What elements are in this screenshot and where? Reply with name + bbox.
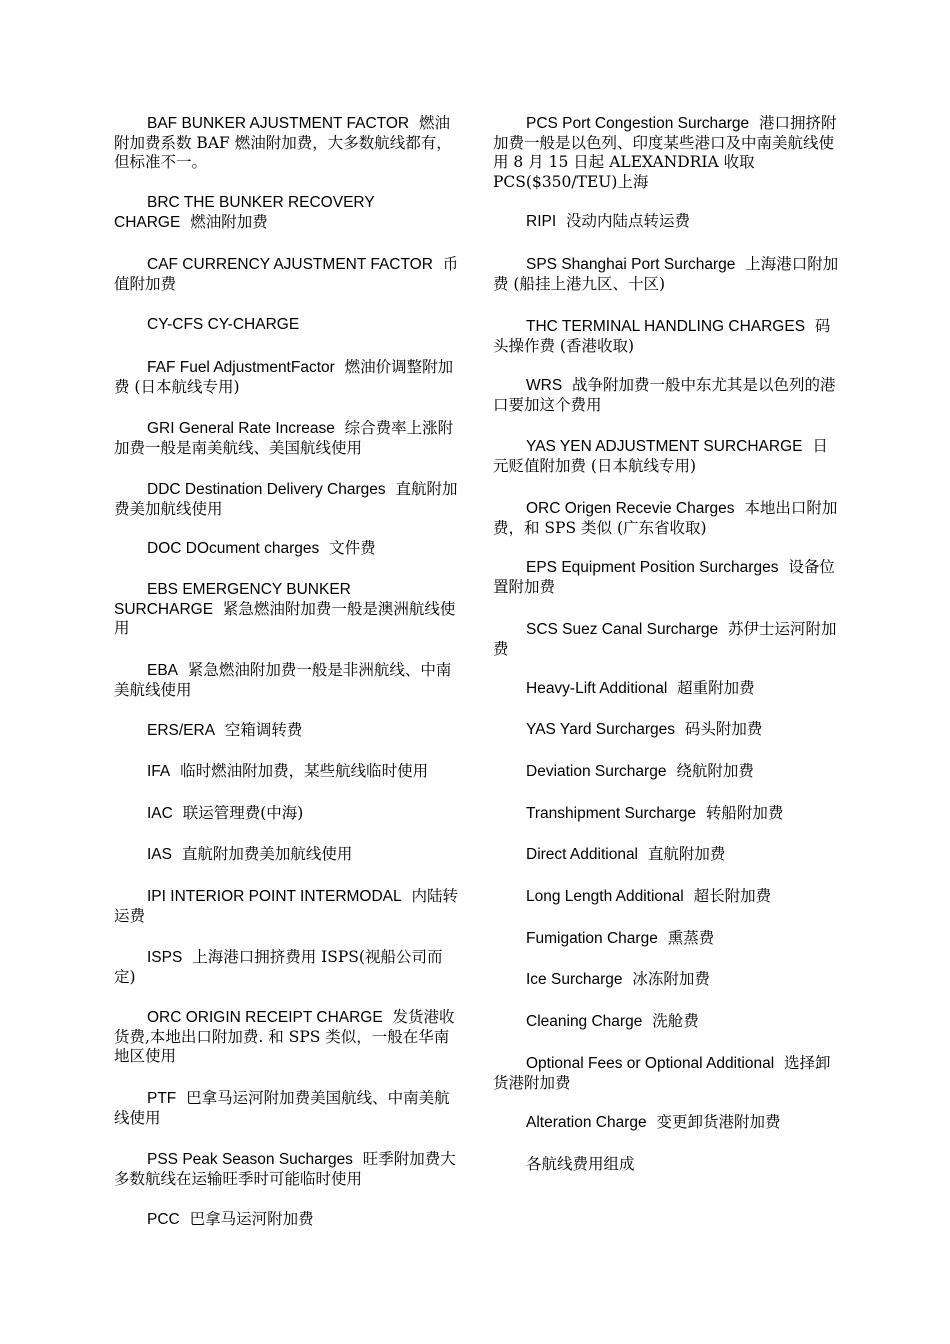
entry-term: BRC THE BUNKER RECOVERY CHARGE — [114, 194, 375, 231]
entry-term: Ice Surcharge — [526, 971, 623, 988]
glossary-entry — [493, 1012, 839, 1032]
glossary-entry — [493, 1054, 839, 1093]
entry-term: SPS Shanghai Port Surcharge — [526, 256, 736, 273]
entry-term: Fumigation Charge — [526, 930, 658, 947]
entry-description: 燃油价调整附加费 (日本航线专用) — [114, 358, 454, 396]
glossary-entry — [114, 804, 460, 824]
entry-term: CAF CURRENCY AJUSTMENT FACTOR — [147, 256, 433, 273]
entry-description: 熏蒸费 — [667, 929, 715, 947]
entry-description: 币值附加费 — [114, 255, 459, 293]
entry-description: 超长附加费 — [693, 887, 772, 905]
entry-description: 日元贬值附加费 (日本航线专用) — [493, 437, 828, 475]
entry-term: PTF — [147, 1090, 177, 1107]
entry-description: 洗舱费 — [652, 1012, 699, 1030]
entry-description: 空箱调转费 — [224, 721, 303, 739]
glossary-entry — [114, 419, 460, 458]
entry-term: DDC Destination Delivery Charges — [147, 481, 386, 498]
glossary-entry — [114, 948, 460, 987]
entry-description: 本地出口附加费，和 SPS 类似 (广东省收取) — [493, 499, 838, 537]
glossary-entry — [114, 255, 460, 294]
entry-description: 上海港口拥挤费用 ISPS(视船公司而定) — [114, 948, 443, 986]
entry-term: CY-CFS CY-CHARGE — [147, 316, 300, 333]
entry-description: 巴拿马运河附加费 — [189, 1210, 314, 1228]
glossary-entry — [493, 437, 839, 476]
entry-description: 没动内陆点转运费 — [566, 212, 691, 230]
glossary-entry — [493, 212, 839, 232]
glossary-entry — [114, 721, 460, 741]
entry-term: Long Length Additional — [526, 888, 684, 905]
entry-term: EBS EMERGENCY BUNKER SURCHARGE — [114, 581, 351, 618]
glossary-entry — [114, 887, 460, 926]
glossary-entry — [493, 762, 839, 782]
entry-description: 码头操作费 (香港收取) — [493, 317, 831, 355]
entry-term: Direct Additional — [526, 846, 639, 863]
glossary-entry — [114, 114, 460, 173]
entry-term: IPI INTERIOR POINT INTERMODAL — [147, 888, 402, 905]
entry-description: 综合费率上涨附加费一般是南美航线、美国航线使用 — [114, 419, 454, 457]
entry-term: ISPS — [147, 949, 183, 966]
entry-term: FAF Fuel AdjustmentFactor — [147, 359, 335, 376]
glossary-entry — [493, 620, 839, 659]
entry-description: 临时燃油附加费，某些航线临时使用 — [180, 762, 429, 780]
glossary-entry — [493, 720, 839, 740]
entry-term: PCS Port Congestion Surcharge — [526, 115, 750, 132]
glossary-entry — [493, 970, 839, 990]
entry-description: 上海港口附加费 (船挂上港九区、十区) — [493, 255, 839, 293]
entry-term: ORC Origen Recevie Charges — [526, 500, 735, 517]
entry-term: ERS/ERA — [147, 722, 216, 739]
entry-description: 港口拥挤附加费一般是以色列、印度某些港口及中南美航线使用 8 月 15 日起 ALEXANDRIA 收取 PCS($350/TEU)上海 — [493, 114, 837, 191]
glossary-entry — [114, 539, 460, 559]
entry-description: 选择卸货港附加费 — [493, 1054, 831, 1092]
glossary-entry — [114, 845, 460, 865]
entry-description: 巴拿马运河附加费美国航线、中南美航线使用 — [114, 1089, 450, 1127]
glossary-entry — [114, 1089, 460, 1128]
glossary-entry — [114, 1008, 460, 1067]
glossary-entry — [114, 581, 460, 639]
entry-term: BAF BUNKER AJUSTMENT FACTOR — [147, 115, 410, 132]
entry-term: Transhipment Surcharge — [526, 805, 697, 822]
entry-description: 紧急燃油附加费一般是澳洲航线使用 — [114, 599, 456, 637]
entry-term: Deviation Surcharge — [526, 763, 667, 780]
entry-term: YAS YEN ADJUSTMENT SURCHARGE — [526, 438, 803, 455]
entry-term: IAC — [147, 805, 173, 822]
entry-description: 码头附加费 — [684, 720, 763, 738]
glossary-entry — [493, 558, 839, 597]
glossary-entry — [493, 804, 839, 824]
entry-term: RIPI — [526, 213, 557, 230]
entry-description: 转船附加费 — [705, 804, 784, 822]
entry-term: Heavy-Lift Additional — [526, 680, 668, 697]
entry-term: IFA — [147, 763, 171, 780]
entry-description: 直航附加费美加航线使用 — [181, 845, 353, 863]
entry-description: 苏伊士运河附加费 — [493, 620, 837, 658]
entry-term: EBA — [147, 662, 179, 679]
glossary-entry — [493, 317, 839, 356]
glossary-entry — [114, 316, 460, 335]
entry-term: IAS — [147, 846, 172, 863]
entry-description: 联运管理费(中海) — [182, 804, 304, 822]
entry-description: 发货港收货费,本地出口附加费. 和 SPS 类似，一般在华南地区使用 — [114, 1008, 455, 1065]
entry-description: 内陆转运费 — [114, 887, 459, 925]
entry-term: Alteration Charge — [526, 1114, 647, 1131]
entry-term: GRI General Rate Increase — [147, 420, 335, 437]
glossary-entry — [493, 929, 839, 949]
entry-term: PSS Peak Season Sucharges — [147, 1151, 353, 1168]
glossary-entry — [493, 255, 839, 294]
glossary-entry — [493, 845, 839, 865]
glossary-entry — [493, 114, 839, 192]
entry-description: 冰冻附加费 — [632, 970, 710, 988]
entry-description: 绕航附加费 — [676, 762, 754, 780]
entry-term: EPS Equipment Position Surcharges — [526, 559, 779, 576]
entry-description: 直航附加费 — [647, 845, 726, 863]
entry-description: 燃油附加费系数 BAF 燃油附加费，大多数航线都有，但标准不一。 — [114, 114, 452, 171]
entry-term: THC TERMINAL HANDLING CHARGES — [526, 318, 806, 335]
entry-term: DOC DOcument charges — [147, 540, 320, 557]
glossary-entry — [493, 1155, 839, 1175]
entry-description: 旺季附加费大多数航线在运输旺季时可能临时使用 — [114, 1150, 456, 1188]
glossary-entry — [114, 480, 460, 519]
entry-description: 燃油附加费 — [190, 212, 268, 231]
entry-description: 直航附加费美加航线使用 — [114, 480, 458, 518]
glossary-entry — [114, 194, 460, 232]
glossary-entry — [493, 679, 839, 699]
glossary-entry — [493, 376, 839, 415]
glossary-entry — [114, 661, 460, 700]
entry-term: Optional Fees or Optional Additional — [526, 1055, 775, 1072]
entry-description: 战争附加费一般中东尤其是以色列的港口要加这个费用 — [493, 376, 836, 414]
glossary-entry — [114, 358, 460, 397]
entry-term: YAS Yard Surcharges — [526, 721, 676, 738]
entry-description: 各航线费用组成 — [526, 1155, 635, 1173]
entry-term: PCC — [147, 1211, 180, 1228]
entry-term: Cleaning Charge — [526, 1013, 643, 1030]
entry-description: 超重附加费 — [677, 679, 755, 697]
glossary-entry — [114, 1150, 460, 1189]
entry-term: WRS — [526, 377, 563, 394]
entry-term: SCS Suez Canal Surcharge — [526, 621, 719, 638]
glossary-entry — [493, 887, 839, 907]
glossary-entry — [493, 1113, 839, 1133]
entry-description: 设备位置附加费 — [493, 558, 835, 596]
glossary-entry — [114, 762, 460, 782]
entry-description: 变更卸货港附加费 — [656, 1113, 781, 1131]
entry-description: 紧急燃油附加费一般是非洲航线、中南美航线使用 — [114, 661, 452, 699]
entry-description: 文件费 — [329, 539, 376, 557]
entry-term: ORC ORIGIN RECEIPT CHARGE — [147, 1009, 383, 1026]
glossary-entry — [114, 1210, 460, 1230]
glossary-entry — [493, 499, 839, 538]
